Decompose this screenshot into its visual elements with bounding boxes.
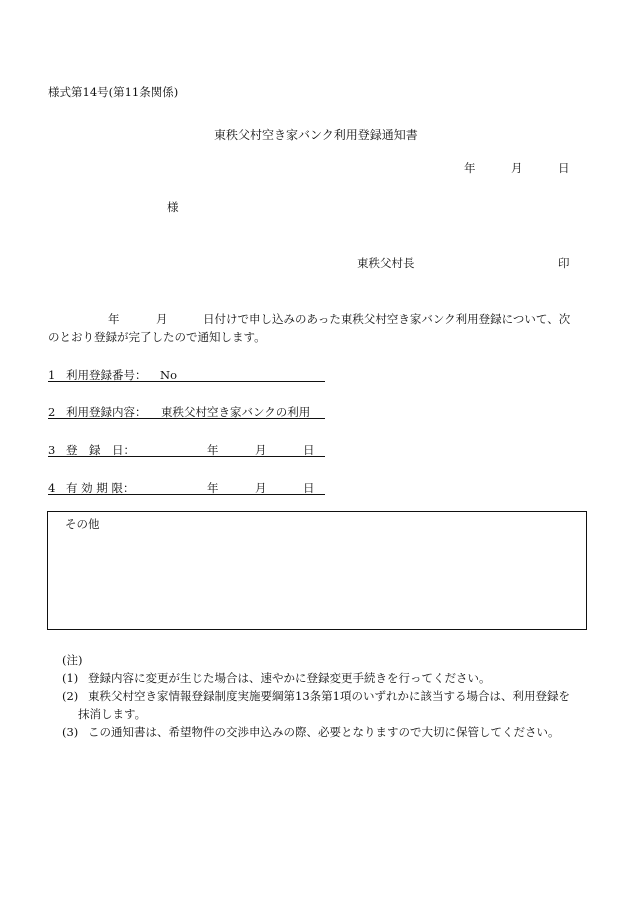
item-2-underline xyxy=(48,418,325,419)
item-4-underline xyxy=(48,494,325,495)
item-4-day-label: 日 xyxy=(303,481,315,495)
item-3-year-label: 年 xyxy=(207,443,219,457)
date-day-label: 日 xyxy=(558,161,570,175)
note-item xyxy=(62,724,560,740)
item-4-label: 有 効 期 限： xyxy=(66,481,135,495)
item-3-label: 登 録 日： xyxy=(66,443,135,457)
notes-heading: (注) xyxy=(62,653,83,667)
note-number: (3) xyxy=(62,725,79,739)
other-box-label: その他 xyxy=(65,517,100,531)
issuer-name: 東秩父村長 xyxy=(357,256,415,270)
item-3-day-label: 日 xyxy=(303,443,315,457)
document-title: 東秩父村空き家バンク利用登録通知書 xyxy=(214,128,418,142)
item-3-underline xyxy=(48,456,325,457)
seal-mark: 印 xyxy=(558,256,570,270)
body-text-line2: のとおり登録が完了したので通知します。 xyxy=(48,330,266,344)
note-number: (1) xyxy=(62,671,79,685)
body-month-label: 月 xyxy=(156,312,168,326)
item-2-number: 2 xyxy=(48,405,56,419)
item-2-label: 利用登録内容： xyxy=(66,405,147,419)
date-month-label: 月 xyxy=(511,161,523,175)
note-item xyxy=(62,670,491,686)
item-1-label: 利用登録番号： xyxy=(66,368,147,382)
item-4-year-label: 年 xyxy=(207,481,219,495)
body-text-line1: 日付けで申し込みのあった東秩父村空き家バンク利用登録について、次 xyxy=(203,312,571,326)
note-text-continuation: 抹消します。 xyxy=(78,707,147,721)
item-4-number: 4 xyxy=(48,481,56,495)
date-year-label: 年 xyxy=(464,161,476,175)
note-number: (2) xyxy=(62,689,79,703)
note-text: この通知書は、希望物件の交渉申込みの際、必要となりますので大切に保管してください。 xyxy=(88,725,560,739)
registration-number-value: No xyxy=(160,368,177,382)
body-year-label: 年 xyxy=(108,312,120,326)
note-text: 登録内容に変更が生じた場合は、速やかに登録変更手続きを行ってください。 xyxy=(88,671,491,685)
item-1-underline xyxy=(48,381,325,382)
item-4-month-label: 月 xyxy=(255,481,267,495)
item-3-month-label: 月 xyxy=(255,443,267,457)
form-number: 様式第14号(第11条関係) xyxy=(48,85,179,99)
item-1-number: 1 xyxy=(48,368,56,382)
addressee-suffix: 様 xyxy=(167,200,179,214)
item-3-number: 3 xyxy=(48,443,56,457)
note-item xyxy=(62,688,570,704)
note-text: 東秩父村空き家情報登録制度実施要綱第13条第1項のいずれかに該当する場合は、利用登録を xyxy=(88,689,570,703)
registration-content-value: 東秩父村空き家バンクの利用 xyxy=(161,405,311,419)
other-notes-box xyxy=(47,511,587,630)
